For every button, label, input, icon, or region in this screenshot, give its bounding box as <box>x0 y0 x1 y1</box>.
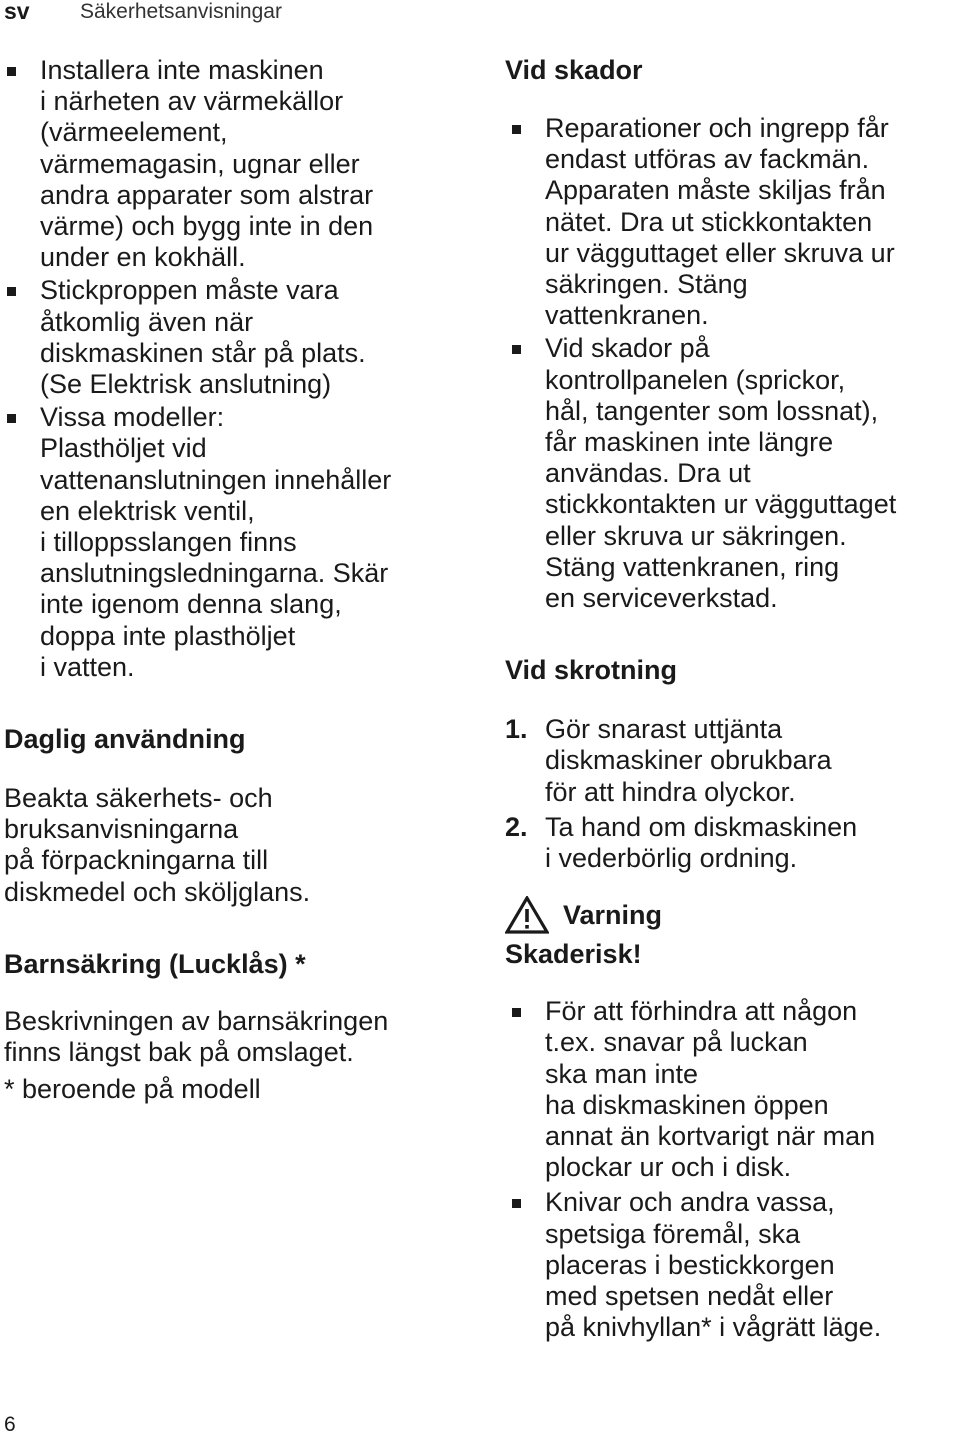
step-text: Gör snarast uttjänta diskmaskiner obrukbara för att hindra olyckor. <box>545 714 832 807</box>
bullet-text: Stickproppen måste vara åtkomlig även när diskmaskinen står på plats. (Se Elektrisk anslutning) <box>40 275 366 400</box>
square-bullet-icon <box>512 1199 521 1208</box>
warning-triangle-icon <box>505 896 549 934</box>
bullet-text: Knivar och andra vassa, spetsiga föremål, ska placeras i bestickkorgen med spetsen nedåt eller på knivhyllan* i vågrätt läge. <box>545 1187 882 1343</box>
footnote: * beroende på modell <box>4 1074 261 1105</box>
square-bullet-icon <box>7 414 16 423</box>
daily-use-text: Beakta säkerhets- och bruksanvisningarna på förpackningarna till diskmedel och sköljglans. <box>4 783 311 907</box>
left-column <box>0 52 470 1105</box>
bullet-item <box>0 402 470 683</box>
warning-label: Varning <box>563 900 663 931</box>
right-column <box>505 52 960 1344</box>
bullet-text: Reparationer och ingrepp får endast utföras av fackmän. Apparaten måste skiljas från nätet. Dra ut stickkontakten ur vägguttaget eller skruva ur säkringen. Stäng vattenkranen. <box>545 113 895 331</box>
step-number: 1. <box>505 714 528 745</box>
bullet-item <box>505 113 960 331</box>
square-bullet-icon <box>7 67 16 76</box>
warning-title: Skaderisk! <box>505 939 642 970</box>
square-bullet-icon <box>512 345 521 354</box>
child-lock-heading: Barnsäkring (Lucklås) * <box>4 948 306 979</box>
scrapping-heading: Vid skrotning <box>505 655 678 686</box>
step-number: 2. <box>505 811 528 842</box>
bullet-text: Vid skador på kontrollpanelen (sprickor, hål, tangenter som lossnat), får maskinen inte längre användas. Dra ut stickkontakten ur vägguttaget eller skruva ur säkringen. Stäng vattenkranen, ring en serviceverkstad. <box>545 333 897 614</box>
bullet-item <box>505 996 960 1183</box>
square-bullet-icon <box>512 125 521 134</box>
square-bullet-icon <box>7 287 16 296</box>
section-title: Säkerhetsanvisningar <box>80 0 282 23</box>
bullet-item <box>505 333 960 614</box>
bullet-item <box>0 275 470 400</box>
damage-heading: Vid skador <box>505 55 643 85</box>
page-number: 6 <box>4 1413 16 1436</box>
child-lock-text: Beskrivningen av barnsäkringen finns längst bak på omslaget. <box>4 1005 389 1068</box>
numbered-step <box>505 812 960 874</box>
step-text: Ta hand om diskmaskinen i vederbörlig ordning. <box>545 811 858 874</box>
bullet-text: Vissa modeller: Plasthöljet vid vattenanslutningen innehåller en elektrisk ventil, i tilloppsslangen finns anslutningsledningarna. Skär inte igenom denna slang, doppa inte plasthöljet i vatten. <box>40 402 392 682</box>
language-code: sv <box>4 0 30 24</box>
warning-label-row <box>505 896 960 934</box>
daily-use-heading: Daglig användning <box>4 724 246 755</box>
bullet-text: För att förhindra att någon t.ex. snavar på luckan ska man inte ha diskmaskinen öppen annat än kortvarigt när man plockar ur och i disk. <box>545 996 876 1183</box>
bullet-text: Installera inte maskinen i närheten av värmekällor (värmeelement, värmemagasin, ugnar eller andra apparater som alstrar värme) och bygg inte in den under en kokhäll. <box>40 55 374 273</box>
square-bullet-icon <box>512 1008 521 1017</box>
numbered-step <box>505 714 960 808</box>
bullet-item <box>0 55 470 273</box>
bullet-item <box>505 1187 960 1343</box>
